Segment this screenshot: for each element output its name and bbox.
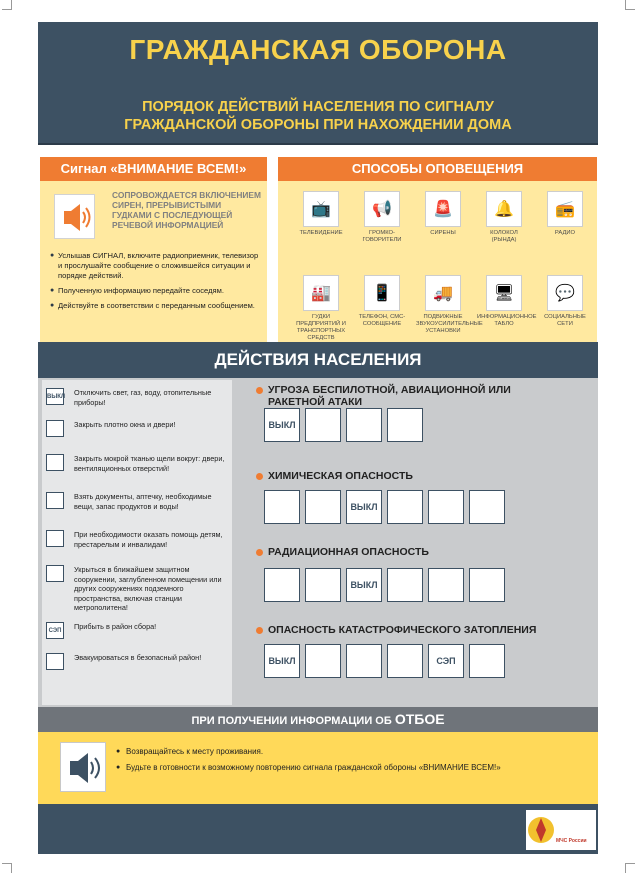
notification-method [416, 191, 470, 237]
action-pictogram [264, 568, 300, 602]
board-icon: 🖥 [486, 275, 522, 311]
threat-title: ОПАСНОСТЬ КАТАСТРОФИЧЕСКОГО ЗАТОПЛЕНИЯ [256, 624, 596, 636]
threat-block [256, 624, 596, 666]
action-text: Укрыться в ближайшем защитном сооружении, заглубленном помещении или других сооружениях подземного пространства, включая станции метрополитена! [74, 565, 222, 612]
action-pictogram [305, 408, 341, 442]
otboe-panel [38, 732, 598, 804]
action-pictogram [469, 644, 505, 678]
subtitle-line-2: ГРАЖДАНСКОЙ ОБОРОНЫ ПРИ НАХОЖДЕНИИ ДОМА [124, 117, 512, 133]
notification-method-label: КОЛОКОЛ (РЫНДА) [490, 230, 518, 243]
actions-section [38, 378, 598, 708]
notification-method [416, 275, 483, 335]
otboe-bullets [116, 746, 576, 778]
actions-list [42, 380, 232, 705]
action-pictogram [387, 490, 423, 524]
action-icon [46, 420, 64, 437]
otboe-heading-prefix: ПРИ ПОЛУЧЕНИИ ИНФОРМАЦИИ ОБ [191, 715, 395, 727]
speaker-icon [54, 194, 95, 239]
emblem-text: МЧС России [556, 838, 587, 844]
notification-method-label: ПОДВИЖНЫЕ ЗВУКОУСИЛИТЕЛЬНЫЕ УСТАНОВКИ [416, 314, 483, 334]
radio-icon: 📻 [547, 191, 583, 227]
action-icon [46, 492, 64, 509]
action-pictogram [428, 568, 464, 602]
action-pictogram [305, 490, 341, 524]
notification-method-label: ГУДКИ ПРЕДПРИЯТИЙ И ТРАНСПОРТНЫХ СРЕДСТВ [296, 314, 346, 341]
action-pictogram [346, 408, 382, 442]
notification-method [294, 191, 348, 237]
action-text: Закрыть мокрой тканью щели вокруг: двери, вентиляционных отверстий! [74, 454, 225, 473]
notification-method [294, 275, 348, 342]
notification-method-label: ТЕЛЕФОН, СМС-СООБЩЕНИЕ [358, 314, 406, 327]
crop-mark [625, 0, 635, 10]
action-text: Взять документы, аптечку, необходимые вещи, запас продуктов и воды! [74, 492, 212, 511]
threat-title: ХИМИЧЕСКАЯ ОПАСНОСТЬ [256, 470, 596, 482]
loudspeaker-icon: 📢 [364, 191, 400, 227]
signal-bullet: ● Действуйте в соответствии с переданным сообщением. [50, 301, 262, 311]
crop-mark [625, 863, 635, 873]
action-icon: СЭП [46, 622, 64, 639]
action-item [66, 454, 230, 473]
signal-description: СОПРОВОЖДАЕТСЯ ВКЛЮЧЕНИЕМ СИРЕН, ПРЕРЫВИСТЫМИ ГУДКАМИ С ПОСЛЕДУЮЩЕЙ РЕЧЕВОЙ ИНФОРМАЦИЕЙ [112, 190, 261, 230]
subtitle-line-1: ПОРЯДОК ДЕЙСТВИЙ НАСЕЛЕНИЯ ПО СИГНАЛУ [142, 99, 494, 115]
social-icon: 💬 [547, 275, 583, 311]
factory-icon: 🏭 [303, 275, 339, 311]
notification-method [355, 275, 409, 328]
action-text: Эвакуироваться в безопасный район! [74, 653, 202, 662]
action-text: При необходимости оказать помощь детям, престарелым и инвалидам! [74, 530, 223, 549]
action-icon: ВЫКЛ [46, 388, 64, 405]
action-item [66, 492, 230, 511]
action-pictogram [387, 644, 423, 678]
action-item [66, 420, 230, 430]
crop-mark [2, 0, 12, 10]
action-pictogram: ВЫКЛ [346, 568, 382, 602]
action-item [66, 653, 230, 663]
action-pictogram: СЭП [428, 644, 464, 678]
notification-method-label: ГРОМКО-ГОВОРИТЕЛИ [362, 230, 402, 243]
page-subtitle [48, 98, 588, 134]
action-pictogram [428, 490, 464, 524]
emchs-emblem [526, 810, 596, 850]
action-icon [46, 653, 64, 670]
notification-method [477, 191, 531, 244]
signal-bullet: ● Полученную информацию передайте соседям. [50, 286, 262, 296]
poster [38, 22, 598, 852]
action-pictogram [346, 644, 382, 678]
tv-icon: 📺 [303, 191, 339, 227]
bell-icon: 🔔 [486, 191, 522, 227]
otboe-heading-word: ОТБОЕ [394, 711, 445, 727]
action-text: Закрыть плотно окна и двери! [74, 420, 176, 429]
action-pictogram: ВЫКЛ [264, 408, 300, 442]
action-text: Отключить свет, газ, воду, отопительные приборы! [74, 388, 212, 407]
notification-method-label: РАДИО [554, 230, 576, 236]
action-pictogram [469, 568, 505, 602]
otboe-heading [38, 707, 598, 732]
notification-method-label: СИРЕНЫ [430, 230, 456, 236]
action-pictogram: ВЫКЛ [346, 490, 382, 524]
threat-title: УГРОЗА БЕСПИЛОТНОЙ, АВИАЦИОННОЙ ИЛИ РАКЕТНОЙ АТАКИ [256, 384, 546, 408]
notification-method [538, 191, 592, 237]
notification-method [538, 275, 592, 328]
action-icon [46, 454, 64, 471]
signal-bullets [50, 251, 262, 316]
notification-methods-panel [278, 157, 597, 360]
notification-method-label: ИНФОРМАЦИОННОЕ ТАБЛО [477, 314, 537, 327]
footer [38, 804, 598, 854]
action-pictogram [264, 490, 300, 524]
notification-method-label: СОЦИАЛЬНЫЕ СЕТИ [544, 314, 586, 327]
speaker-icon [60, 742, 106, 792]
otboe-bullet: ● Будьте в готовности к возможному повторению сигнала гражданской обороны «ВНИМАНИЕ ВСЕМ!» [116, 762, 576, 773]
action-pictogram: ВЫКЛ [264, 644, 300, 678]
action-text: Прибыть в район сбора! [74, 622, 157, 631]
action-item [47, 388, 230, 407]
threat-title: РАДИАЦИОННАЯ ОПАСНОСТЬ [256, 546, 596, 558]
emblem-icon [526, 810, 556, 850]
notification-methods-heading: СПОСОБЫ ОПОВЕЩЕНИЯ [278, 157, 597, 181]
action-pictogram [387, 568, 423, 602]
action-pictogram [387, 408, 423, 442]
action-icon [46, 565, 64, 582]
signal-heading: Сигнал «ВНИМАНИЕ ВСЕМ!» [40, 157, 267, 181]
threat-block [256, 470, 596, 512]
action-item [66, 565, 230, 613]
action-icon [46, 530, 64, 547]
notification-method-label: ТЕЛЕВИДЕНИЕ [299, 230, 343, 236]
notification-method [477, 275, 537, 328]
threat-block [256, 546, 596, 590]
action-pictogram [305, 644, 341, 678]
otboe-bullet: ● Возвращайтесь к месту проживания. [116, 746, 576, 757]
signal-panel [40, 157, 267, 360]
siren-icon: 🚨 [425, 191, 461, 227]
actions-heading: ДЕЙСТВИЯ НАСЕЛЕНИЯ [38, 342, 598, 378]
page-title: ГРАЖДАНСКАЯ ОБОРОНА [129, 34, 507, 65]
phone-icon: 📱 [364, 275, 400, 311]
action-item [66, 530, 230, 549]
crop-mark [2, 863, 12, 873]
action-pictogram [305, 568, 341, 602]
signal-bullet: ● Услышав СИГНАЛ, включите радиоприемник, телевизор и прослушайте сообщение о сложившейся ситуации и порядке действий. [50, 251, 262, 281]
action-item [48, 622, 230, 634]
truck-icon: 🚚 [425, 275, 461, 311]
notification-method [355, 191, 409, 244]
header [38, 22, 598, 145]
threat-block [256, 384, 596, 430]
action-pictogram [469, 490, 505, 524]
